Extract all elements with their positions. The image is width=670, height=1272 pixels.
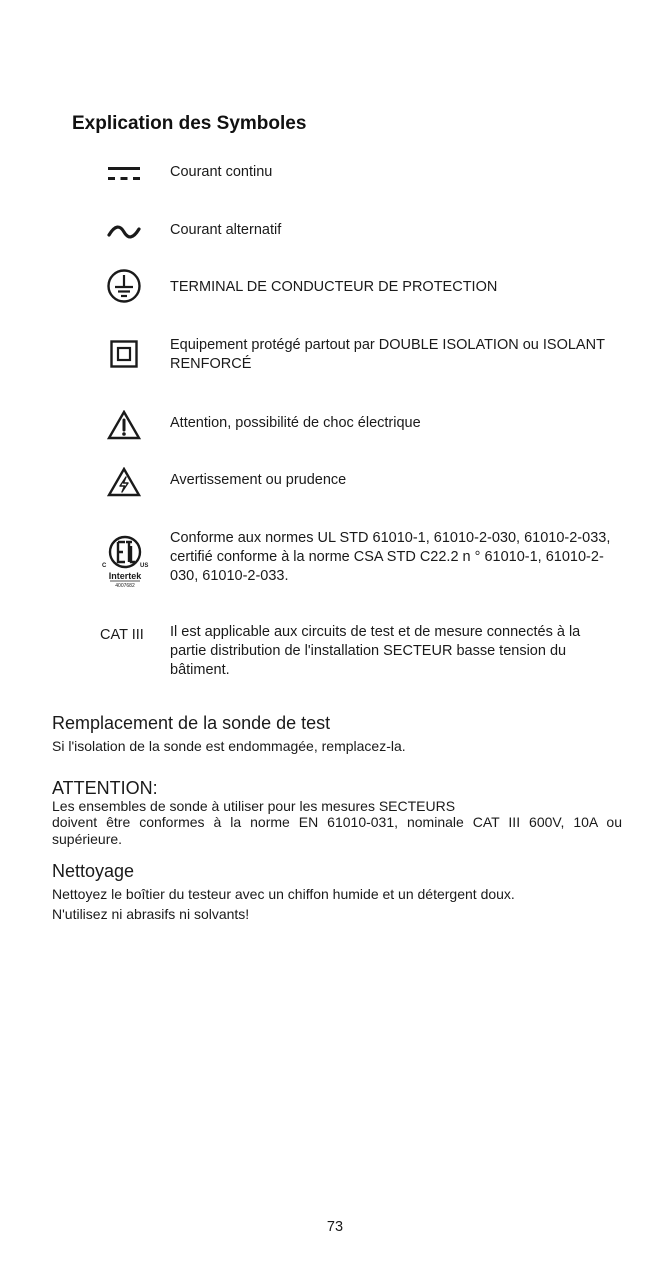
symbol-text-lightning-warning: Avertissement ou prudence bbox=[170, 472, 347, 488]
page-title: Explication des Symboles bbox=[72, 113, 307, 134]
etl-us-label: US bbox=[140, 563, 149, 569]
symbol-text-protective-earth: TERMINAL DE CONDUCTEUR DE PROTECTION bbox=[170, 279, 498, 295]
replacement-heading: Remplacement de la sonde de test bbox=[52, 713, 331, 733]
etl-mark-icon bbox=[98, 532, 152, 594]
cleaning-line1: Nettoyez le boîtier du testeur avec un chiffon humide et un détergent doux. bbox=[52, 886, 515, 902]
cat-label: CAT III bbox=[100, 627, 144, 643]
attention-heading: ATTENTION: bbox=[52, 778, 158, 798]
symbol-text-double-insulation: Equipement protégé partout par DOUBLE ISOLATION ou ISOLANT RENFORCÉ bbox=[170, 337, 605, 372]
ac-current-icon bbox=[102, 224, 146, 240]
attention-line2: doivent être conformes à la norme EN 61010-031, nominale CAT III 600V, 10A ou supérieure. bbox=[52, 814, 622, 847]
double-insulation-icon bbox=[102, 340, 146, 368]
dc-current-icon bbox=[102, 166, 146, 182]
symbol-text-etl: Conforme aux normes UL STD 61010-1, 61010-2-030, 61010-2-033, certifié conforme à la norme CSA STD C22.2 n ° 61010-1, 61010-2-030, 61010-2-033. bbox=[170, 530, 611, 584]
etl-number-label: 4007682 bbox=[115, 583, 135, 589]
attention-line1: Les ensembles de sonde à utiliser pour les mesures SECTEURS bbox=[52, 798, 456, 814]
page-number: 73 bbox=[326, 1219, 344, 1235]
cat-description: Il est applicable aux circuits de test et de mesure connectés à la partie distribution de l'installation SECTEUR basse tension du bâtiment. bbox=[170, 624, 581, 678]
symbol-text-dc: Courant continu bbox=[170, 164, 273, 180]
shock-warning-icon bbox=[102, 410, 146, 440]
cleaning-line2: N'utilisez ni abrasifs ni solvants! bbox=[52, 906, 250, 922]
etl-c-label: C bbox=[102, 563, 107, 569]
symbol-text-shock-warning: Attention, possibilité de choc électrique bbox=[170, 415, 421, 431]
lightning-warning-icon bbox=[102, 467, 146, 497]
cleaning-heading: Nettoyage bbox=[52, 861, 135, 881]
replacement-text: Si l'isolation de la sonde est endommagée, remplacez-la. bbox=[52, 738, 406, 754]
symbol-text-ac: Courant alternatif bbox=[170, 222, 282, 238]
protective-earth-icon bbox=[102, 268, 146, 304]
etl-brand-label: Intertek bbox=[108, 571, 142, 581]
